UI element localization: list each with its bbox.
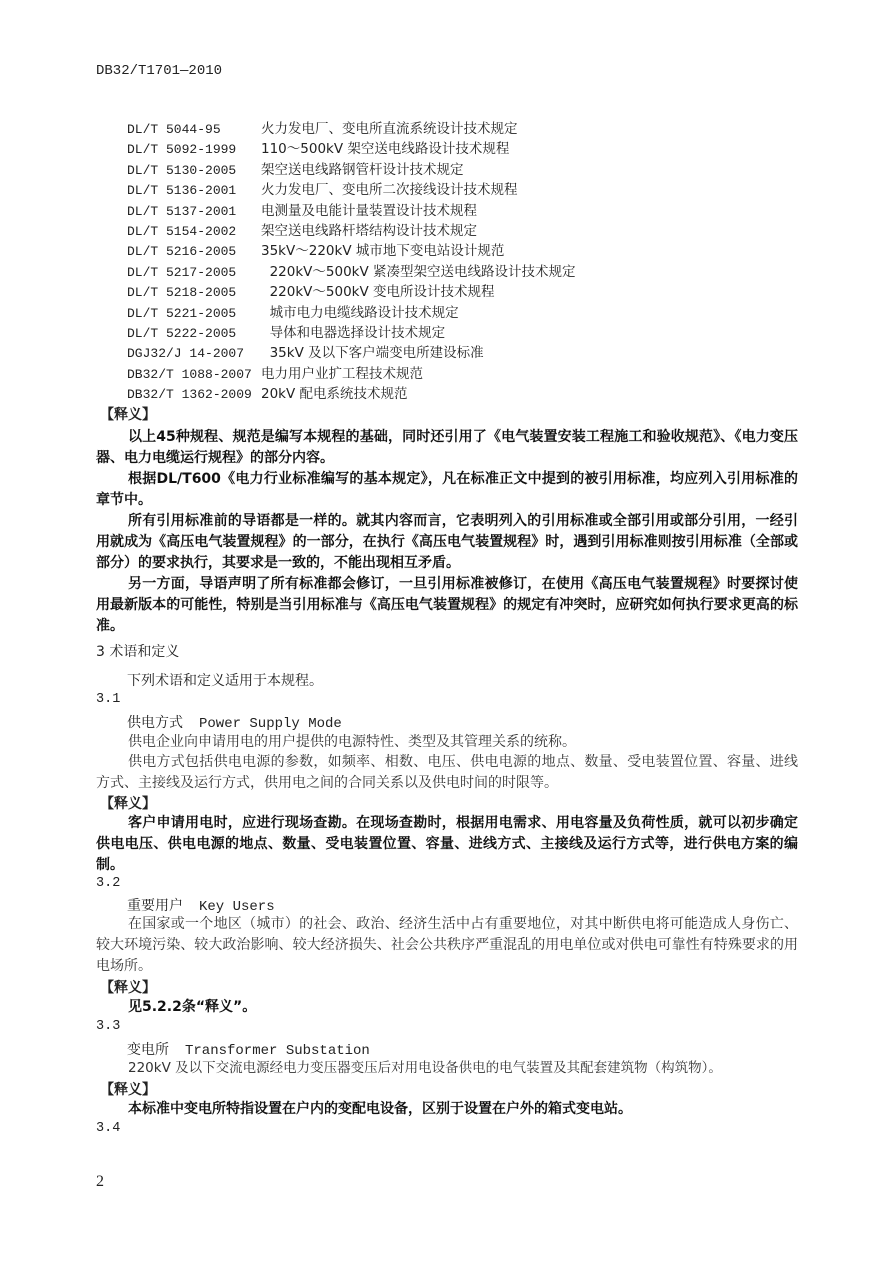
reference-title: 20kV 配电系统技术规范 [261, 386, 408, 403]
reference-code: DL/T 5044-95 [127, 122, 221, 137]
reference-title: 35kV 及以下客户端变电所建设标准 [261, 345, 484, 362]
reference-item [127, 160, 464, 181]
reference-code: DB32/T 1088-2007 [127, 366, 252, 382]
reference-code: DL/T 5130-2005 [127, 162, 237, 178]
reference-item [127, 384, 408, 405]
reference-title: 火力发电厂、变电所二次接线设计技术规程 [261, 182, 518, 199]
term-3-3-definition: 220kV 及以下交流电源经电力变压器变压后对用电设备供电的电气装置及其配套建筑物（构筑物）。 [128, 1060, 722, 1076]
reference-title: 电测量及电能计量装置设计技术规程 [261, 202, 477, 219]
term-3-3-en: Transformer Substation [185, 1043, 370, 1059]
section-heading-3: 3 术语和定义 [96, 644, 180, 660]
term-3-2-en: Key Users [199, 899, 275, 915]
reference-item [127, 221, 477, 242]
reference-item [127, 201, 477, 222]
term-3-1-definition-1: 供电企业向申请用电的用户提供的电源特性、类型及其管理关系的统称。 [128, 734, 576, 750]
term-3-1-cn: 供电方式 [127, 715, 183, 731]
reference-code: DL/T 5137-2001 [127, 203, 237, 219]
term-3-3-cn: 变电所 [127, 1042, 169, 1058]
term-3-2-number: 3.2 [96, 876, 121, 891]
term-3-1-explain: 客户申请用电时，应进行现场查勘。在现场查勘时，根据用电需求、用电容量及负荷性质，就可以初步确定供电电压、供电电源的地点、数量、受电装置位置、容量、进线方式、主接线及运行方式等，进行供电方案的编制。 [96, 815, 798, 873]
reference-item [127, 241, 504, 262]
term-3-1-en: Power Supply Mode [199, 716, 342, 732]
reference-item [127, 364, 423, 385]
term-3-3-explain: 本标准中变电所特指设置在户内的变配电设备，区别于设置在户外的箱式变电站。 [128, 1101, 632, 1117]
term-3-1-title [127, 712, 342, 732]
explain-label-4: 【释义】 [100, 1082, 156, 1098]
reference-item [127, 262, 576, 283]
term-3-1-number: 3.1 [96, 692, 121, 707]
document-code-header: DB32/T1701—2010 [96, 63, 223, 79]
reference-title: 火力发电厂、变电所直流系统设计技术规定 [261, 121, 518, 137]
term-3-2-title [127, 895, 275, 915]
explain1-paragraph-2: 根据DL/T600《电力行业标准编写的基本规定》，凡在标准正文中提到的被引用标准，均应列入引用标准的章节中。 [96, 471, 798, 508]
explain-label-1: 【释义】 [100, 407, 156, 423]
reference-title: 220kV～500kV 变电所设计技术规程 [261, 284, 495, 301]
reference-code: DL/T 5221-2005 [127, 305, 237, 321]
reference-code: DL/T 5216-2005 [127, 244, 237, 260]
reference-item [127, 343, 484, 364]
reference-code: DB32/T 1362-2009 [127, 387, 252, 403]
reference-code: DGJ32/J 14-2007 [127, 346, 245, 362]
term-3-1-definition-2: 供电方式包括供电电源的参数，如频率、相数、电压、供电电源的地点、数量、受电装置位置、容量、进线方式、主接线及运行方式，供用电之间的合同关系以及供电时间的时限等。 [96, 754, 798, 791]
reference-item [127, 180, 518, 201]
page-number: 2 [96, 1173, 104, 1190]
explain-label-3: 【释义】 [100, 980, 156, 996]
reference-item [127, 303, 459, 324]
explain1-paragraph-3: 所有引用标准前的导语都是一样的。就其内容而言，它表明列入的引用标准或全部引用或部分引用，一经引用就成为《高压电气装置规程》的一部分，在执行《高压电气装置规程》时，遇到引用标准则按引用标准（全部或部分）的要求执行，其要求是一致的，不能出现相互矛盾。 [96, 513, 798, 571]
term-3-3-number: 3.3 [96, 1019, 121, 1034]
reference-title: 电力用户业扩工程技术规范 [261, 365, 423, 382]
explain1-paragraph-4: 另一方面，导语声明了所有标准都会修订，一旦引用标准被修订，在使用《高压电气装置规程》时要探讨使用最新版本的可能性，特别是当引用标准与《高压电气装置规程》的规定有冲突时，应研究如何执行要求更高的标准。 [96, 576, 798, 634]
reference-title: 35kV～220kV 城市地下变电站设计规范 [261, 243, 505, 260]
reference-title: 导体和电器选择设计技术规定 [261, 325, 446, 341]
reference-item [127, 323, 445, 344]
reference-item [127, 139, 509, 160]
reference-code: DL/T 5222-2005 [127, 326, 237, 341]
header-divider [96, 83, 796, 84]
term-3-2-cn: 重要用户 [127, 898, 183, 914]
reference-title: 220kV～500kV 紧凑型架空送电线路设计技术规定 [261, 263, 576, 280]
reference-code: DL/T 5218-2005 [127, 285, 237, 301]
explain-label-2: 【释义】 [100, 796, 156, 812]
reference-code: DL/T 5154-2002 [127, 224, 237, 239]
reference-item [127, 282, 495, 303]
reference-code: DL/T 5092-1999 [127, 142, 237, 158]
reference-title: 城市电力电缆线路设计技术规定 [261, 304, 459, 321]
term-3-2-explain: 见5.2.2条“释义”。 [128, 999, 257, 1015]
section3-intro: 下列术语和定义适用于本规程。 [127, 673, 323, 689]
reference-title: 架空送电线路杆塔结构设计技术规定 [261, 223, 477, 239]
reference-title: 架空送电线路钢管杆设计技术规定 [261, 161, 464, 178]
term-3-4-number: 3.4 [96, 1121, 121, 1136]
reference-code: DL/T 5217-2005 [127, 264, 237, 280]
term-3-3-title [127, 1039, 370, 1059]
reference-code: DL/T 5136-2001 [127, 183, 237, 199]
term-3-2-definition: 在国家或一个地区（城市）的社会、政治、经济生活中占有重要地位，对其中断供电将可能造成人身伤亡、较大环境污染、较大政治影响、较大经济损失、社会公共秩序严重混乱的用电单位或对供电可靠性有特殊要求的用电场所。 [96, 916, 798, 974]
reference-item [127, 119, 518, 140]
reference-title: 110～500kV 架空送电线路设计技术规程 [261, 141, 510, 158]
explain1-paragraph-1: 以上45种规程、规范是编写本规程的基础，同时还引用了《电气装置安装工程施工和验收规范》、《电力变压器、电力电缆运行规程》的部分内容。 [96, 429, 798, 466]
